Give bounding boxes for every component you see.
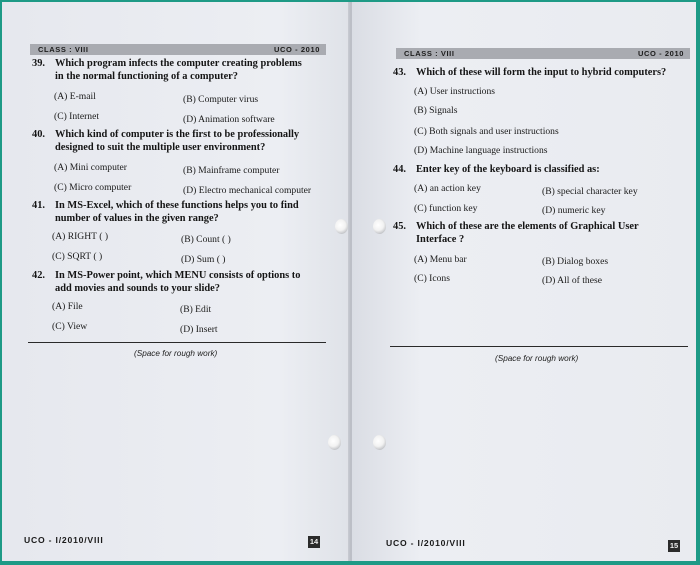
option-b: (B) Computer virus bbox=[183, 94, 259, 105]
question-text-line: In MS-Power point, which MENU consists of options to bbox=[55, 270, 301, 281]
question-40 bbox=[32, 129, 332, 155]
punch-hole bbox=[328, 435, 341, 450]
option-b: (B) Mainframe computer bbox=[183, 165, 280, 176]
option-c: (C) Internet bbox=[54, 111, 100, 122]
right-page-header bbox=[396, 48, 690, 59]
question-text-line: Interface ? bbox=[416, 233, 465, 245]
option-c: (C) SQRT ( ) bbox=[52, 251, 103, 262]
question-43 bbox=[393, 67, 693, 81]
option-b: (B) Dialog boxes bbox=[542, 256, 609, 267]
question-45 bbox=[393, 221, 693, 247]
right-page bbox=[352, 2, 696, 561]
question-text-line: Which of these are the elements of Graphical User bbox=[416, 221, 639, 232]
question-text-line: Which of these will form the input to hybrid computers? bbox=[416, 67, 667, 78]
question-42 bbox=[32, 270, 332, 296]
question-number: 39. bbox=[32, 58, 45, 69]
question-41 bbox=[32, 200, 332, 226]
question-number: 45. bbox=[393, 221, 406, 232]
page-number: 14 bbox=[309, 537, 319, 546]
option-c: (C) Micro computer bbox=[54, 182, 132, 193]
option-d: (D) Insert bbox=[180, 324, 218, 335]
question-text-line: In MS-Excel, which of these functions helps you to find bbox=[55, 200, 299, 211]
question-text-line: number of values in the given range? bbox=[55, 212, 219, 224]
option-c: (C) Both signals and user instructions bbox=[414, 126, 559, 137]
option-c: (C) Icons bbox=[414, 273, 450, 284]
option-b: (B) Count ( ) bbox=[181, 234, 231, 245]
question-number: 44. bbox=[393, 164, 406, 175]
question-39 bbox=[32, 58, 332, 84]
rough-work-label: (Space for rough work) bbox=[134, 349, 218, 358]
punch-hole bbox=[373, 435, 386, 450]
option-a: (A) Menu bar bbox=[414, 254, 467, 265]
scanned-booklet-spread bbox=[2, 2, 696, 561]
left-page-header bbox=[30, 44, 326, 55]
question-text-line: Which kind of computer is the first to be professionally bbox=[55, 129, 300, 140]
option-d: (D) Animation software bbox=[183, 114, 275, 125]
option-b: (B) Edit bbox=[180, 304, 212, 315]
rough-work-label: (Space for rough work) bbox=[495, 354, 579, 363]
question-number: 43. bbox=[393, 67, 406, 78]
option-a: (A) User instructions bbox=[414, 86, 495, 97]
exam-code: UCO - 2010 bbox=[637, 49, 684, 58]
question-text-line: Which program infects the computer creating problems bbox=[55, 58, 302, 69]
question-text-line: add movies and sounds to your slide? bbox=[55, 282, 220, 294]
question-text-line: Enter key of the keyboard is classified as: bbox=[416, 164, 600, 175]
option-a: (A) E-mail bbox=[54, 91, 96, 102]
page-number: 15 bbox=[669, 541, 679, 550]
question-text-line: designed to suit the multiple user environment? bbox=[55, 141, 266, 153]
class-label: CLASS : VIII bbox=[404, 49, 455, 58]
option-a: (A) an action key bbox=[414, 183, 481, 194]
punch-hole bbox=[373, 219, 386, 234]
footer-code: UCO - I/2010/VIII bbox=[386, 538, 466, 548]
punch-hole bbox=[335, 219, 348, 234]
option-d: (D) Machine language instructions bbox=[414, 145, 548, 156]
question-number: 42. bbox=[32, 270, 45, 281]
divider-line bbox=[28, 342, 326, 343]
option-b: (B) Signals bbox=[414, 105, 458, 116]
option-c: (C) function key bbox=[414, 203, 478, 214]
option-d: (D) numeric key bbox=[542, 205, 606, 216]
option-a: (A) File bbox=[52, 301, 83, 312]
question-44 bbox=[393, 164, 693, 178]
divider-line bbox=[390, 346, 688, 347]
exam-code: UCO - 2010 bbox=[273, 45, 320, 54]
footer-code: UCO - I/2010/VIII bbox=[24, 535, 104, 545]
option-d: (D) Electro mechanical computer bbox=[183, 185, 312, 196]
option-d: (D) Sum ( ) bbox=[181, 254, 226, 265]
option-c: (C) View bbox=[52, 321, 88, 332]
class-label: CLASS : VIII bbox=[38, 45, 89, 54]
question-number: 40. bbox=[32, 129, 45, 140]
option-a: (A) Mini computer bbox=[54, 162, 128, 173]
option-b: (B) special character key bbox=[542, 186, 638, 197]
question-number: 41. bbox=[32, 200, 45, 211]
option-d: (D) All of these bbox=[542, 275, 602, 286]
left-page bbox=[2, 2, 350, 561]
option-a: (A) RIGHT ( ) bbox=[52, 231, 109, 242]
question-text-line: in the normal functioning of a computer? bbox=[55, 70, 238, 82]
